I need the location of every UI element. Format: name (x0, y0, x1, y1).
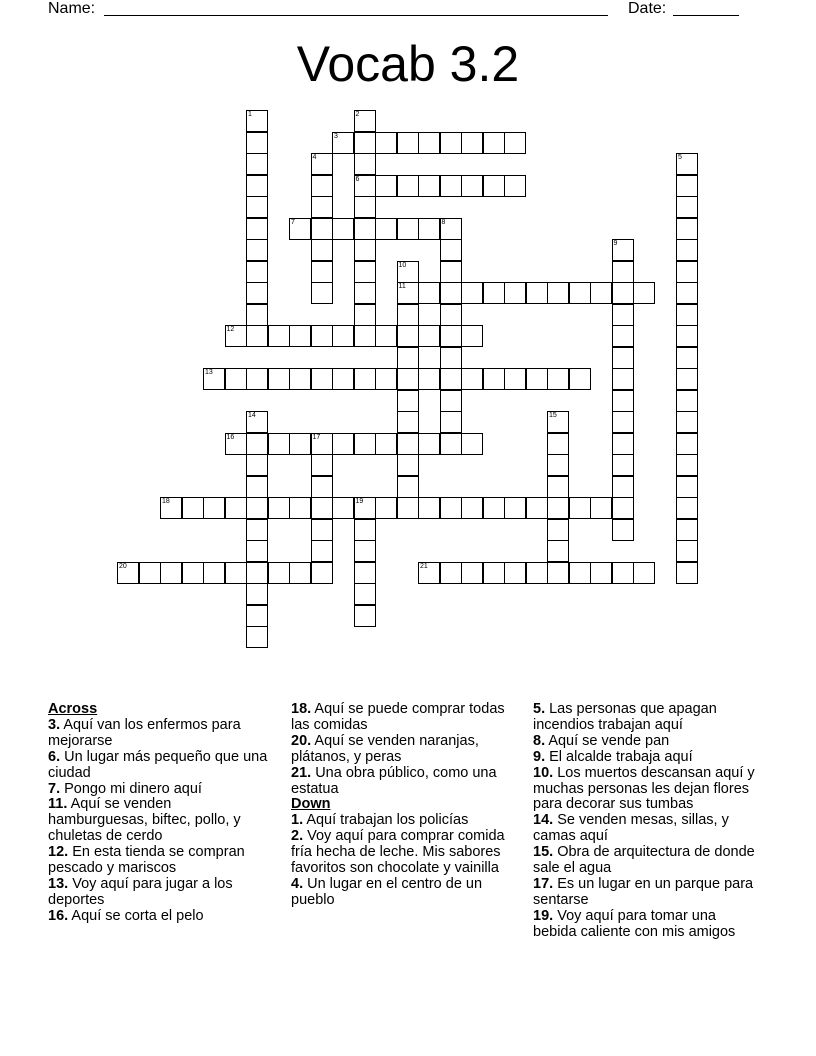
clue-item: 12. En esta tienda se compran pescado y mariscos (48, 844, 245, 877)
crossword-cell[interactable] (590, 562, 612, 584)
clue-item: 3. Aquí van los enfermos para mejorarse (48, 716, 241, 749)
crossword-cell[interactable] (676, 175, 698, 197)
clue-item: 7. Pongo mi dinero aquí (48, 780, 202, 797)
crossword-cell[interactable] (397, 218, 419, 240)
clue-item: 10. Los muertos descansan aquí y muchas personas les dejan flores para decorar sus tumbas (533, 764, 755, 813)
crossword-cell[interactable] (483, 175, 505, 197)
clue-number: 21 (420, 562, 428, 570)
crossword-cell[interactable] (246, 175, 268, 197)
crossword-cell[interactable] (246, 153, 268, 175)
crossword-cell[interactable] (225, 325, 247, 347)
crossword-cell[interactable] (354, 368, 376, 390)
crossword-cell[interactable] (354, 175, 376, 197)
crossword-cell[interactable] (440, 347, 462, 369)
crossword-cell[interactable] (139, 562, 161, 584)
crossword-cell[interactable] (160, 562, 182, 584)
crossword-cell[interactable] (547, 282, 569, 304)
crossword-cell[interactable] (354, 196, 376, 218)
clue-item: 15. Obra de arquitectura de donde sale el agua (533, 844, 755, 877)
crossword-cell[interactable] (547, 476, 569, 498)
crossword-cell[interactable] (440, 433, 462, 455)
crossword-cell[interactable] (397, 175, 419, 197)
crossword-cell[interactable] (461, 175, 483, 197)
crossword-cell[interactable] (375, 132, 397, 154)
crossword-cell[interactable] (375, 325, 397, 347)
clue-item: 19. Voy aquí para tomar una bebida caliente con mis amigos (533, 907, 736, 940)
crossword-cell[interactable] (332, 368, 354, 390)
crossword-cell[interactable] (418, 132, 440, 154)
crossword-cell[interactable] (612, 390, 634, 412)
crossword-cell[interactable] (676, 411, 698, 433)
crossword-cell[interactable] (246, 476, 268, 498)
down-heading: Down (291, 796, 331, 813)
crossword-cell[interactable] (375, 433, 397, 455)
clue-number: 15 (549, 412, 557, 419)
crossword-cell[interactable] (418, 282, 440, 304)
crossword-cell[interactable] (547, 454, 569, 476)
clue-number: 9 (613, 240, 618, 247)
crossword-cell[interactable] (246, 282, 268, 304)
crossword-cell[interactable] (289, 218, 311, 240)
crossword-cell[interactable] (461, 132, 483, 154)
crossword-cell[interactable] (676, 433, 698, 455)
crossword-cell[interactable] (311, 282, 333, 304)
crossword-cell[interactable] (246, 562, 268, 584)
crossword-cell[interactable] (332, 497, 354, 519)
crossword-cell[interactable] (440, 132, 462, 154)
crossword-cell[interactable] (676, 325, 698, 347)
crossword-cell[interactable] (354, 132, 376, 154)
crossword-cell[interactable] (440, 390, 462, 412)
crossword-cell[interactable] (246, 497, 268, 519)
crossword-cell[interactable] (311, 325, 333, 347)
crossword-cell[interactable] (547, 540, 569, 562)
crossword-cell[interactable] (676, 196, 698, 218)
clue-number: 17 (312, 433, 321, 441)
crossword-cell[interactable] (246, 196, 268, 218)
crossword-cell[interactable] (440, 497, 462, 519)
crossword-cell[interactable] (332, 132, 354, 154)
clue-item: 16. Aquí se corta el pelo (48, 907, 204, 924)
crossword-cell[interactable] (397, 261, 419, 283)
crossword-cell[interactable] (612, 304, 634, 326)
crossword-cell[interactable] (246, 304, 268, 326)
crossword-cell[interactable] (354, 282, 376, 304)
clue-number: 8 (441, 218, 446, 226)
crossword-cell[interactable] (633, 562, 655, 584)
crossword-cell[interactable] (612, 519, 634, 541)
crossword-cell[interactable] (160, 497, 182, 519)
crossword-cell[interactable] (397, 325, 419, 347)
crossword-cell[interactable] (676, 218, 698, 240)
clue-number: 12 (226, 326, 235, 333)
crossword-cell[interactable] (440, 304, 462, 326)
crossword-cell[interactable] (483, 132, 505, 154)
crossword-cell[interactable] (676, 304, 698, 326)
crossword-cell[interactable] (676, 390, 698, 412)
clue-number: 10 (398, 261, 407, 269)
crossword-cell[interactable] (397, 476, 419, 498)
crossword-cell[interactable] (246, 110, 268, 132)
crossword-cell[interactable] (612, 497, 634, 519)
crossword-cell[interactable] (612, 454, 634, 476)
crossword-cell[interactable] (547, 433, 569, 455)
crossword-cell[interactable] (354, 153, 376, 175)
crossword-cell[interactable] (418, 368, 440, 390)
crossword-cell[interactable] (289, 497, 311, 519)
crossword-cell[interactable] (418, 325, 440, 347)
crossword-cell[interactable] (569, 497, 591, 519)
across-heading: Across (48, 702, 98, 717)
crossword-cell[interactable] (483, 368, 505, 390)
crossword-cell[interactable] (375, 218, 397, 240)
crossword-cell[interactable] (289, 325, 311, 347)
crossword-cell[interactable] (311, 368, 333, 390)
crossword-cell[interactable] (612, 282, 634, 304)
crossword-cell[interactable] (676, 282, 698, 304)
crossword-cell[interactable] (375, 368, 397, 390)
crossword-cell[interactable] (246, 411, 268, 433)
clues-column-3 (533, 702, 759, 941)
crossword-cell[interactable] (311, 497, 333, 519)
crossword-cell[interactable] (612, 411, 634, 433)
crossword-cell[interactable] (612, 476, 634, 498)
crossword-cell[interactable] (268, 433, 290, 455)
crossword-cell[interactable] (332, 433, 354, 455)
crossword-cell[interactable] (504, 282, 526, 304)
crossword-cell[interactable] (526, 368, 548, 390)
crossword-cell[interactable] (311, 519, 333, 541)
crossword-cell[interactable] (612, 368, 634, 390)
crossword-cell[interactable] (418, 175, 440, 197)
clue-number: 6 (355, 175, 360, 183)
crossword-cell[interactable] (461, 497, 483, 519)
crossword-cell[interactable] (397, 433, 419, 455)
crossword-cell[interactable] (354, 433, 376, 455)
crossword-cell[interactable] (504, 497, 526, 519)
crossword-cell[interactable] (440, 368, 462, 390)
clue-number: 13 (205, 369, 213, 376)
crossword-cell[interactable] (203, 562, 225, 584)
crossword-cell[interactable] (676, 562, 698, 584)
crossword-cell[interactable] (676, 540, 698, 562)
crossword-cell[interactable] (268, 325, 290, 347)
clues-column-1 (48, 702, 274, 925)
crossword-cell[interactable] (676, 239, 698, 261)
crossword-cell[interactable] (418, 433, 440, 455)
crossword-cell[interactable] (225, 433, 247, 455)
crossword-cell[interactable] (289, 368, 311, 390)
crossword-cell[interactable] (569, 368, 591, 390)
clue-item: 17. Es un lugar en un parque para sentarse (533, 875, 754, 908)
crossword-cell[interactable] (397, 282, 419, 304)
crossword-cell[interactable] (354, 605, 376, 627)
clue-item: 4. Un lugar en el centro de un pueblo (291, 875, 483, 908)
crossword-cell[interactable] (375, 175, 397, 197)
crossword-cell[interactable] (676, 261, 698, 283)
crossword-cell[interactable] (354, 583, 376, 605)
crossword-cell[interactable] (182, 562, 204, 584)
crossword-cell[interactable] (354, 239, 376, 261)
crossword-cell[interactable] (418, 562, 440, 584)
clue-item: 9. El alcalde trabaja aquí (533, 748, 693, 765)
crossword-cell[interactable] (397, 368, 419, 390)
crossword-cell[interactable] (483, 497, 505, 519)
crossword-cell[interactable] (311, 175, 333, 197)
clue-number: 1 (248, 111, 252, 118)
crossword-cell[interactable] (268, 368, 290, 390)
crossword-cell[interactable] (246, 433, 268, 455)
crossword-cell[interactable] (117, 562, 139, 584)
crossword-cell[interactable] (418, 218, 440, 240)
clue-number: 20 (119, 562, 127, 570)
crossword-cell[interactable] (354, 519, 376, 541)
crossword-cell[interactable] (246, 540, 268, 562)
date-label: Date: (628, 0, 667, 17)
clue-item: 14. Se venden mesas, sillas, y camas aquí (533, 812, 729, 845)
crossword-cell[interactable] (397, 411, 419, 433)
crossword-cell[interactable] (526, 562, 548, 584)
crossword-cell[interactable] (676, 347, 698, 369)
crossword-cell[interactable] (547, 411, 569, 433)
crossword-cell[interactable] (504, 132, 526, 154)
crossword-cell[interactable] (246, 454, 268, 476)
crossword-cell[interactable] (203, 368, 225, 390)
crossword-cell[interactable] (182, 497, 204, 519)
crossword-cell[interactable] (246, 218, 268, 240)
crossword-cell[interactable] (246, 519, 268, 541)
crossword-cell[interactable] (547, 368, 569, 390)
crossword-cell[interactable] (397, 454, 419, 476)
crossword-cell[interactable] (440, 239, 462, 261)
crossword-cell[interactable] (311, 239, 333, 261)
crossword-cell[interactable] (311, 153, 333, 175)
crossword-cell[interactable] (311, 454, 333, 476)
crossword-cell[interactable] (676, 153, 698, 175)
crossword-cell[interactable] (397, 347, 419, 369)
crossword-cell[interactable] (590, 282, 612, 304)
crossword-cell[interactable] (289, 433, 311, 455)
clue-item: 8. Aquí se vende pan (533, 732, 670, 749)
clue-item: 20. Aquí se venden naranjas, plátanos, y peras (291, 732, 479, 765)
crossword-cell[interactable] (676, 368, 698, 390)
crossword-cell[interactable] (547, 519, 569, 541)
clues-section (48, 702, 768, 958)
crossword-cell[interactable] (246, 261, 268, 283)
crossword-cell[interactable] (246, 605, 268, 627)
clue-number: 5 (678, 154, 682, 161)
clue-item: 13. Voy aquí para jugar a los deportes (48, 875, 233, 908)
clue-item: 1. Aquí trabajan los policías (291, 812, 469, 829)
crossword-cell[interactable] (225, 497, 247, 519)
crossword-cell[interactable] (633, 282, 655, 304)
crossword-cell[interactable] (569, 562, 591, 584)
page-title: Vocab 3.2 (296, 36, 520, 92)
crossword-cell[interactable] (354, 325, 376, 347)
crossword-cell[interactable] (397, 304, 419, 326)
crossword-cell[interactable] (246, 132, 268, 154)
crossword-cell[interactable] (246, 368, 268, 390)
clue-number: 18 (162, 498, 170, 505)
crossword-cell[interactable] (311, 196, 333, 218)
crossword-cell[interactable] (332, 218, 354, 240)
clue-number: 3 (334, 132, 338, 140)
clue-item: 6. Un lugar más pequeño que una ciudad (48, 748, 268, 781)
crossword-cell[interactable] (354, 304, 376, 326)
crossword-cell[interactable] (354, 261, 376, 283)
clue-number: 19 (355, 498, 364, 505)
clue-number: 7 (291, 218, 295, 226)
crossword-cell[interactable] (676, 519, 698, 541)
crossword-cell[interactable] (418, 497, 440, 519)
crossword-cell[interactable] (526, 497, 548, 519)
name-label: Name: (48, 0, 96, 17)
crossword-cell[interactable] (354, 110, 376, 132)
clue-item: 21. Una obra público, como una estatua (291, 764, 497, 797)
crossword-cell[interactable] (311, 261, 333, 283)
crossword-cell[interactable] (289, 562, 311, 584)
crossword-cell[interactable] (354, 540, 376, 562)
crossword-cell[interactable] (375, 497, 397, 519)
crossword-cell[interactable] (332, 325, 354, 347)
clue-item: 2. Voy aquí para comprar comida fría hecha de leche. Mis sabores favoritos son chocolate y vainilla (291, 828, 505, 877)
clues-column-2 (291, 702, 517, 909)
crossword-cell[interactable] (504, 368, 526, 390)
crossword-cell[interactable] (676, 476, 698, 498)
clue-item: 18. Aquí se puede comprar todas las comidas (291, 702, 505, 733)
clue-number: 16 (226, 433, 235, 441)
crossword-cell[interactable] (547, 562, 569, 584)
crossword-cell[interactable] (612, 433, 634, 455)
crossword-cell[interactable] (569, 282, 591, 304)
crossword-cell[interactable] (461, 282, 483, 304)
crossword-cell[interactable] (612, 347, 634, 369)
crossword-cell[interactable] (440, 218, 462, 240)
crossword-cell[interactable] (612, 562, 634, 584)
crossword-cell[interactable] (203, 497, 225, 519)
crossword-cell[interactable] (397, 497, 419, 519)
crossword-cell[interactable] (440, 282, 462, 304)
crossword-cell[interactable] (397, 390, 419, 412)
crossword-cell[interactable] (440, 261, 462, 283)
crossword-cell[interactable] (311, 562, 333, 584)
crossword-cell[interactable] (612, 261, 634, 283)
crossword-cell[interactable] (504, 562, 526, 584)
crossword-cell[interactable] (311, 540, 333, 562)
crossword-cell[interactable] (268, 562, 290, 584)
crossword-cell[interactable] (461, 368, 483, 390)
clue-number: 14 (248, 412, 256, 419)
crossword-cell[interactable] (461, 562, 483, 584)
crossword-cell[interactable] (246, 626, 268, 648)
crossword-cell[interactable] (440, 325, 462, 347)
crossword-cell[interactable] (483, 562, 505, 584)
crossword-cell[interactable] (354, 497, 376, 519)
crossword-cell[interactable] (311, 476, 333, 498)
crossword-cell[interactable] (504, 175, 526, 197)
crossword-cell[interactable] (526, 282, 548, 304)
crossword-cell[interactable] (246, 239, 268, 261)
crossword-cell[interactable] (440, 175, 462, 197)
crossword-cell[interactable] (612, 325, 634, 347)
crossword-cell[interactable] (590, 497, 612, 519)
crossword-cell[interactable] (354, 562, 376, 584)
crossword-cell[interactable] (461, 325, 483, 347)
crossword-cell[interactable] (612, 239, 634, 261)
crossword-cell[interactable] (268, 497, 290, 519)
clue-number: 11 (398, 283, 406, 290)
clue-item: 11. Aquí se venden hamburguesas, biftec, pollo, y chuletas de cerdo (48, 796, 241, 845)
crossword-cell[interactable] (246, 325, 268, 347)
crossword-cell[interactable] (311, 218, 333, 240)
crossword-cell[interactable] (246, 583, 268, 605)
crossword-cell[interactable] (483, 282, 505, 304)
crossword-cell[interactable] (440, 562, 462, 584)
crossword-cell[interactable] (547, 497, 569, 519)
crossword-cell[interactable] (676, 497, 698, 519)
crossword-cell[interactable] (225, 562, 247, 584)
crossword-cell[interactable] (354, 218, 376, 240)
crossword-cell[interactable] (676, 454, 698, 476)
crossword-cell[interactable] (461, 433, 483, 455)
crossword-cell[interactable] (397, 132, 419, 154)
clue-number: 2 (355, 111, 360, 118)
crossword-cell[interactable] (440, 411, 462, 433)
clue-number: 4 (312, 154, 317, 161)
clue-item: 5. Las personas que apagan incendios trabajan aquí (533, 702, 717, 733)
crossword-cell[interactable] (311, 433, 333, 455)
crossword-cell[interactable] (225, 368, 247, 390)
